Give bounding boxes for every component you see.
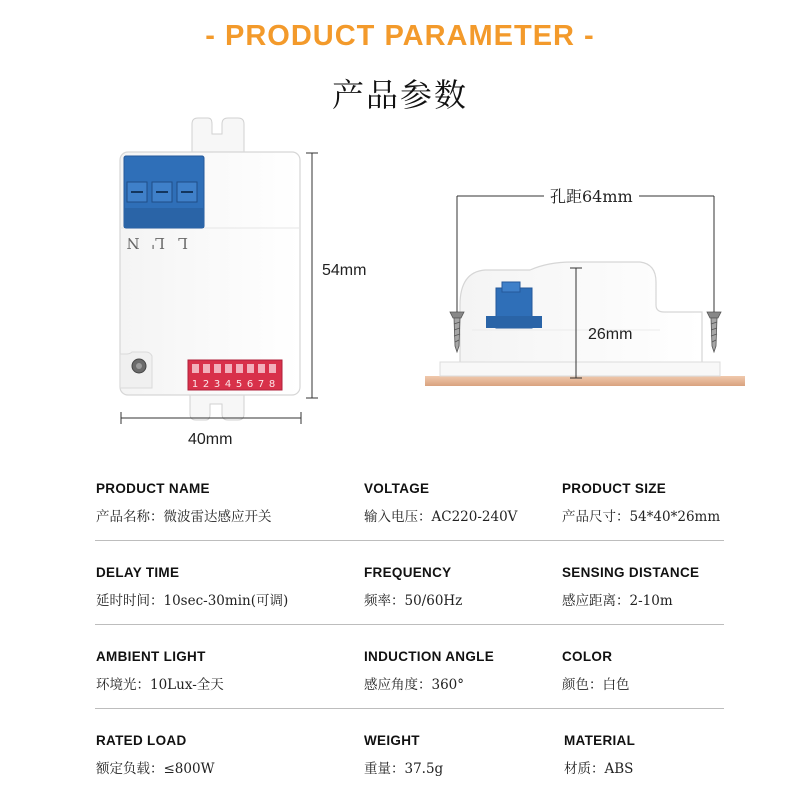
spec-divider (95, 540, 724, 541)
mounting-board (425, 376, 745, 386)
spec-value-sensing-distance: 感应距离：2-10m (562, 593, 673, 609)
width-label: 40mm (188, 431, 233, 448)
dip-number-3: 3 (213, 379, 221, 390)
spec-value-induction-angle: 感应角度：360° (364, 677, 465, 693)
spec-label-induction-angle: INDUCTION ANGLE (364, 649, 494, 664)
dip-number-4: 4 (224, 379, 232, 390)
height-label: 54mm (322, 262, 367, 279)
spec-label-frequency: FREQUENCY (364, 565, 452, 580)
spec-value-product-name: 产品名称：微波雷达感应开关 (96, 509, 272, 525)
spec-value-ambient-light: 环境光：10Lux-全天 (96, 677, 224, 693)
spec-value-material: 材质：ABS (564, 761, 634, 777)
terminal-label-l: L (178, 234, 188, 252)
page-title: - PRODUCT PARAMETER - (205, 20, 595, 52)
spec-label-delay-time: DELAY TIME (96, 565, 180, 580)
depth-label: 26mm (588, 326, 633, 343)
hole-spacing-label: 孔距64mm (544, 184, 639, 207)
spec-value-voltage: 输入电压：AC220-240V (364, 509, 518, 525)
mounting-tab-top (192, 118, 244, 152)
dip-number-8: 8 (268, 379, 276, 390)
spec-value-delay-time: 延时时间：10sec-30min(可调) (96, 593, 289, 609)
spec-value-weight: 重量：37.5g (364, 761, 444, 777)
dip-number-2: 2 (202, 379, 210, 390)
mounting-tab-bottom (190, 392, 244, 420)
spec-label-material: MATERIAL (564, 733, 636, 748)
spec-value-rated-load: 额定负载：≤800W (96, 761, 215, 777)
spec-value-color: 颜色：白色 (562, 677, 630, 693)
dip-number-7: 7 (257, 379, 265, 390)
spec-divider (95, 708, 724, 709)
dip-number-6: 6 (246, 379, 254, 390)
dip-number-5: 5 (235, 379, 243, 390)
spec-label-sensing-distance: SENSING DISTANCE (562, 565, 700, 580)
spec-label-voltage: VOLTAGE (364, 481, 430, 496)
dip-number-1: 1 (191, 379, 199, 390)
spec-label-product-name: PRODUCT NAME (96, 481, 210, 496)
spec-label-color: COLOR (562, 649, 613, 664)
spec-label-product-size: PRODUCT SIZE (562, 481, 667, 496)
spec-label-rated-load: RATED LOAD (96, 733, 187, 748)
spec-value-frequency: 频率：50/60Hz (364, 593, 463, 609)
terminal-label-n: N (126, 234, 140, 252)
terminal-label-l-prime: L' (150, 234, 166, 252)
spec-value-product-size: 产品尺寸：54*40*26mm (562, 509, 721, 525)
spec-label-ambient-light: AMBIENT LIGHT (96, 649, 206, 664)
page-subtitle: 产品参数 (331, 76, 468, 114)
spec-label-weight: WEIGHT (364, 733, 420, 748)
screw-right-icon (707, 312, 721, 352)
spec-divider (95, 624, 724, 625)
